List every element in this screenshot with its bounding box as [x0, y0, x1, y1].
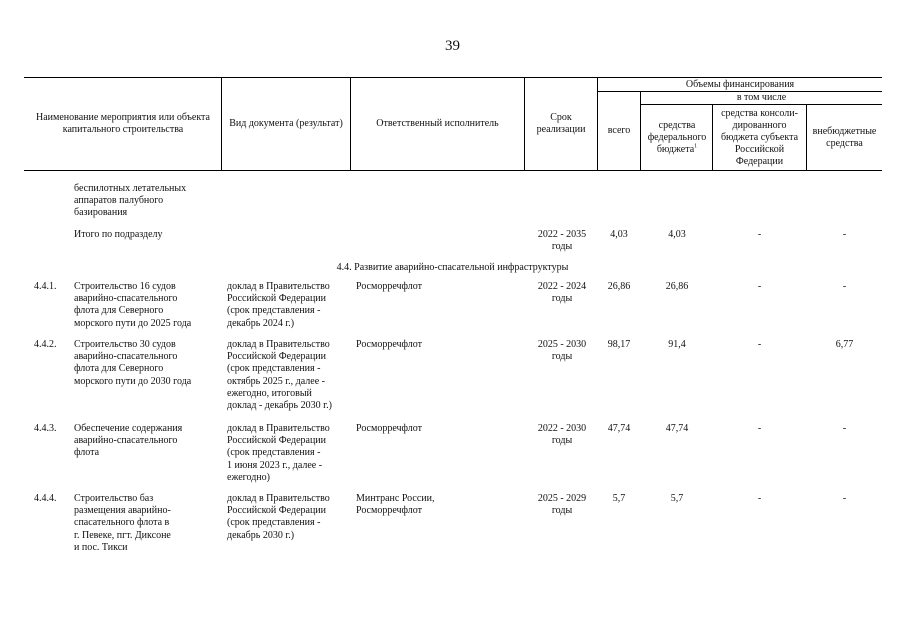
row-extra: -: [842, 281, 847, 292]
row-consolidated: -: [757, 281, 762, 292]
subtotal-federal: 4,03: [668, 229, 686, 240]
row-name: Строительство 30 судов аварийно-спасательного флота для Северного морского пути до 2030 года: [74, 339, 192, 387]
row-number: 4.4.2.: [34, 339, 57, 350]
header-consolidated: средства консоли-дированного бюджета субъекта Российской Федерации: [720, 107, 799, 167]
row-number: 4.4.4.: [34, 493, 57, 504]
footnote-mark: 1: [694, 143, 698, 150]
row-executor: Росморречфлот: [356, 339, 423, 350]
row-total: 98,17: [607, 339, 631, 350]
header-name: Наименование мероприятия или объекта капитального строительства: [36, 112, 210, 135]
header-extra: внебюджетные средства: [812, 125, 877, 149]
row-name: Обеспечение содержания аварийно-спасательного флота: [74, 423, 183, 459]
row-number: 4.4.1.: [34, 281, 57, 292]
row-federal: 91,4: [668, 339, 686, 350]
header-funding: Объемы финансирования: [685, 78, 795, 90]
row-number: 4.4.3.: [34, 423, 57, 434]
row-document: доклад в Правительство Российской Федерации (срок представления - октябрь 2025 г., далее - ежегодно, итоговый доклад - декабрь 2030 г.): [227, 339, 332, 412]
header-bottom-border: [24, 170, 882, 171]
subtotal-label: Итого по подразделу: [74, 229, 163, 240]
row-extra: 6,77: [835, 339, 854, 350]
row-term: 2022 - 2024 годы: [537, 281, 587, 305]
header-federal: [644, 105, 710, 170]
row-federal: 26,86: [665, 281, 689, 292]
subtotal-term: 2022 - 2035 годы: [537, 229, 587, 253]
row-document: доклад в Правительство Российской Федерации (срок представления - 1 июня 2023 г., далее - ежегодно): [227, 423, 330, 483]
subtotal-extra: -: [842, 229, 847, 240]
row-total: 26,86: [607, 281, 631, 292]
col-divider: [524, 77, 525, 170]
row-consolidated: -: [757, 493, 762, 504]
row-name: Строительство 16 судов аварийно-спасательного флота для Северного морского пути до 2025 года: [74, 281, 192, 329]
row-executor: Росморречфлот: [356, 281, 423, 292]
continuation-name: беспилотных летательных аппаратов палубного базирования: [74, 183, 187, 219]
row-executor: Минтранс России, Росморречфлот: [356, 493, 435, 517]
row-total: 5,7: [612, 493, 626, 504]
row-term: 2022 - 2030 годы: [537, 423, 587, 447]
row-document: доклад в Правительство Российской Федерации (срок представления - декабрь 2030 г.): [227, 493, 330, 541]
subtotal-consolidated: -: [757, 229, 762, 240]
page-number: 39: [445, 38, 460, 54]
row-federal: 47,74: [665, 423, 689, 434]
header-executor: Ответственный исполнитель: [376, 118, 499, 129]
header-document: Вид документа (результат): [229, 118, 343, 129]
row-extra: -: [842, 493, 847, 504]
row-federal: 5,7: [670, 493, 684, 504]
row-term: 2025 - 2030 годы: [537, 339, 587, 363]
row-name: Строительство баз размещения аварийно- спасательного флота в г. Певеке, пгт. Диксоне и пос. Тикси: [74, 493, 171, 553]
section-title: 4.4. Развитие аварийно-спасательной инфраструктуры: [336, 262, 569, 273]
row-consolidated: -: [757, 339, 762, 350]
subtotal-total: 4,03: [610, 229, 628, 240]
header-term: Срок реализации: [536, 112, 586, 135]
row-consolidated: -: [757, 423, 762, 434]
row-executor: Росморречфлот: [356, 423, 423, 434]
header-federal-label: средства федерального бюджета: [647, 119, 707, 155]
row-extra: -: [842, 423, 847, 434]
header-including: в том числе: [736, 92, 787, 103]
row-term: 2025 - 2029 годы: [537, 493, 587, 517]
row-document: доклад в Правительство Российской Федерации (срок представления - декабрь 2024 г.): [227, 281, 330, 329]
row-total: 47,74: [607, 423, 631, 434]
header-total: всего: [607, 125, 631, 136]
